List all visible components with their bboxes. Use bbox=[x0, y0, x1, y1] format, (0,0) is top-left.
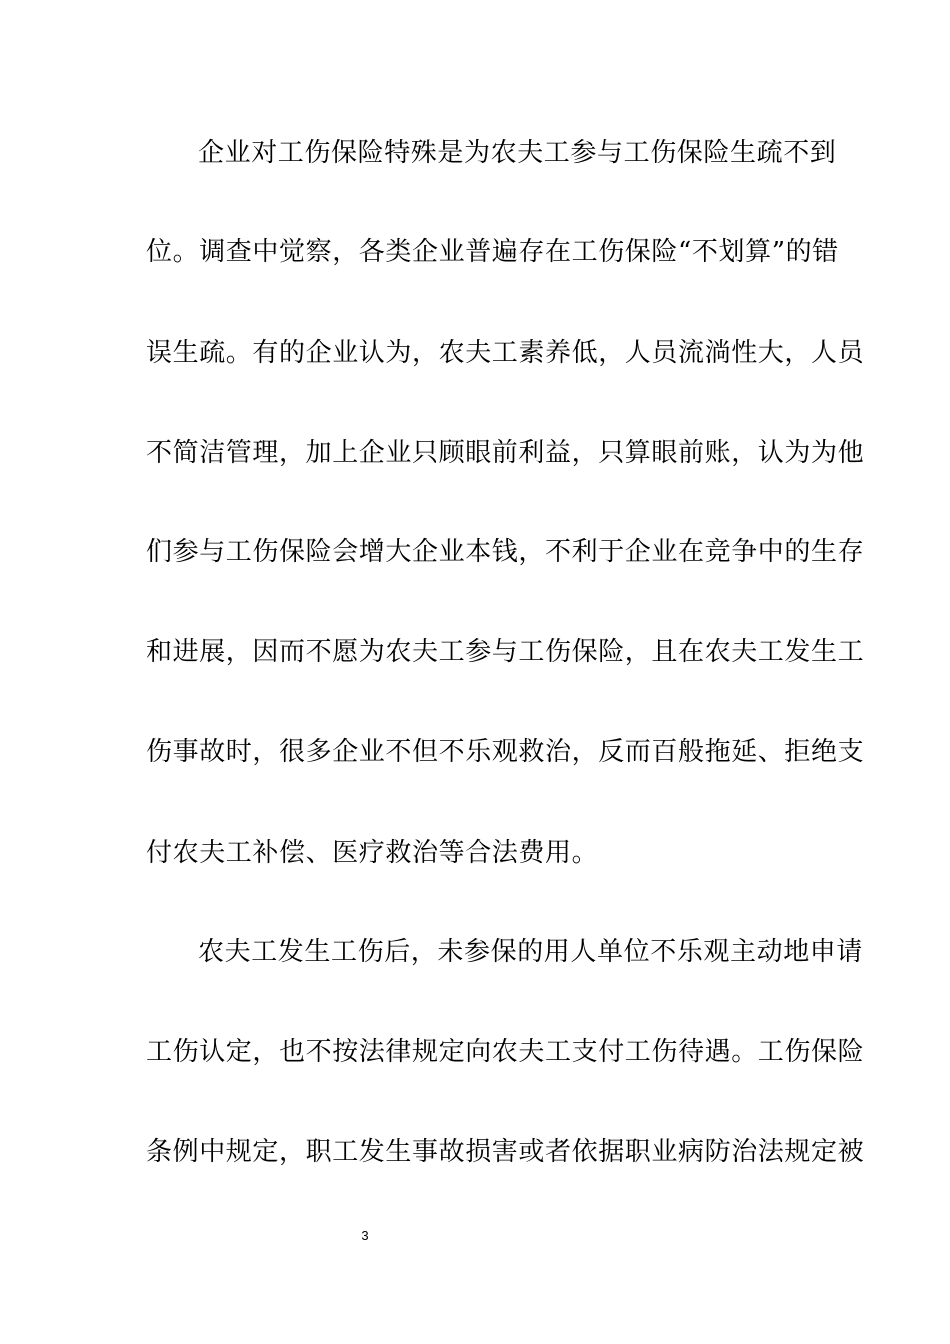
paragraph-2-line-2: 工伤认定，也不按法律规定向农夫工支付工伤待遇。工伤保险 bbox=[146, 1037, 865, 1067]
paragraph-1-line-6: 和进展，因而不愿为农夫工参与工伤保险，且在农夫工发生工 bbox=[146, 637, 865, 667]
paragraph-1-line-3: 误生疏。有的企业认为，农夫工素养低，人员流淌性大，人员 bbox=[146, 338, 865, 368]
paragraph-1-line-1: 企业对工伤保险特殊是为农夫工参与工伤保险生疏不到 bbox=[198, 138, 837, 168]
paragraph-1-line-8: 付农夫工补偿、医疗救治等合法费用。 bbox=[146, 838, 599, 868]
paragraph-2-line-1: 农夫工发生工伤后，未参保的用人单位不乐观主动地申请 bbox=[198, 937, 864, 967]
paragraph-1-line-4: 不简洁管理，加上企业只顾眼前利益，只算眼前账，认为为他 bbox=[146, 438, 865, 468]
paragraph-1-line-2: 位。调查中觉察，各类企业普遍存在工伤保险“不划算”的错 bbox=[146, 237, 839, 267]
page-number: 3 bbox=[361, 1228, 369, 1243]
paragraph-1-line-5: 们参与工伤保险会增大企业本钱，不利于企业在竞争中的生存 bbox=[146, 537, 865, 567]
paragraph-2-line-3: 条例中规定，职工发生事故损害或者依据职业病防治法规定被 bbox=[146, 1137, 865, 1167]
paragraph-1-line-7: 伤事故时，很多企业不但不乐观救治，反而百般拖延、拒绝支 bbox=[146, 737, 865, 767]
